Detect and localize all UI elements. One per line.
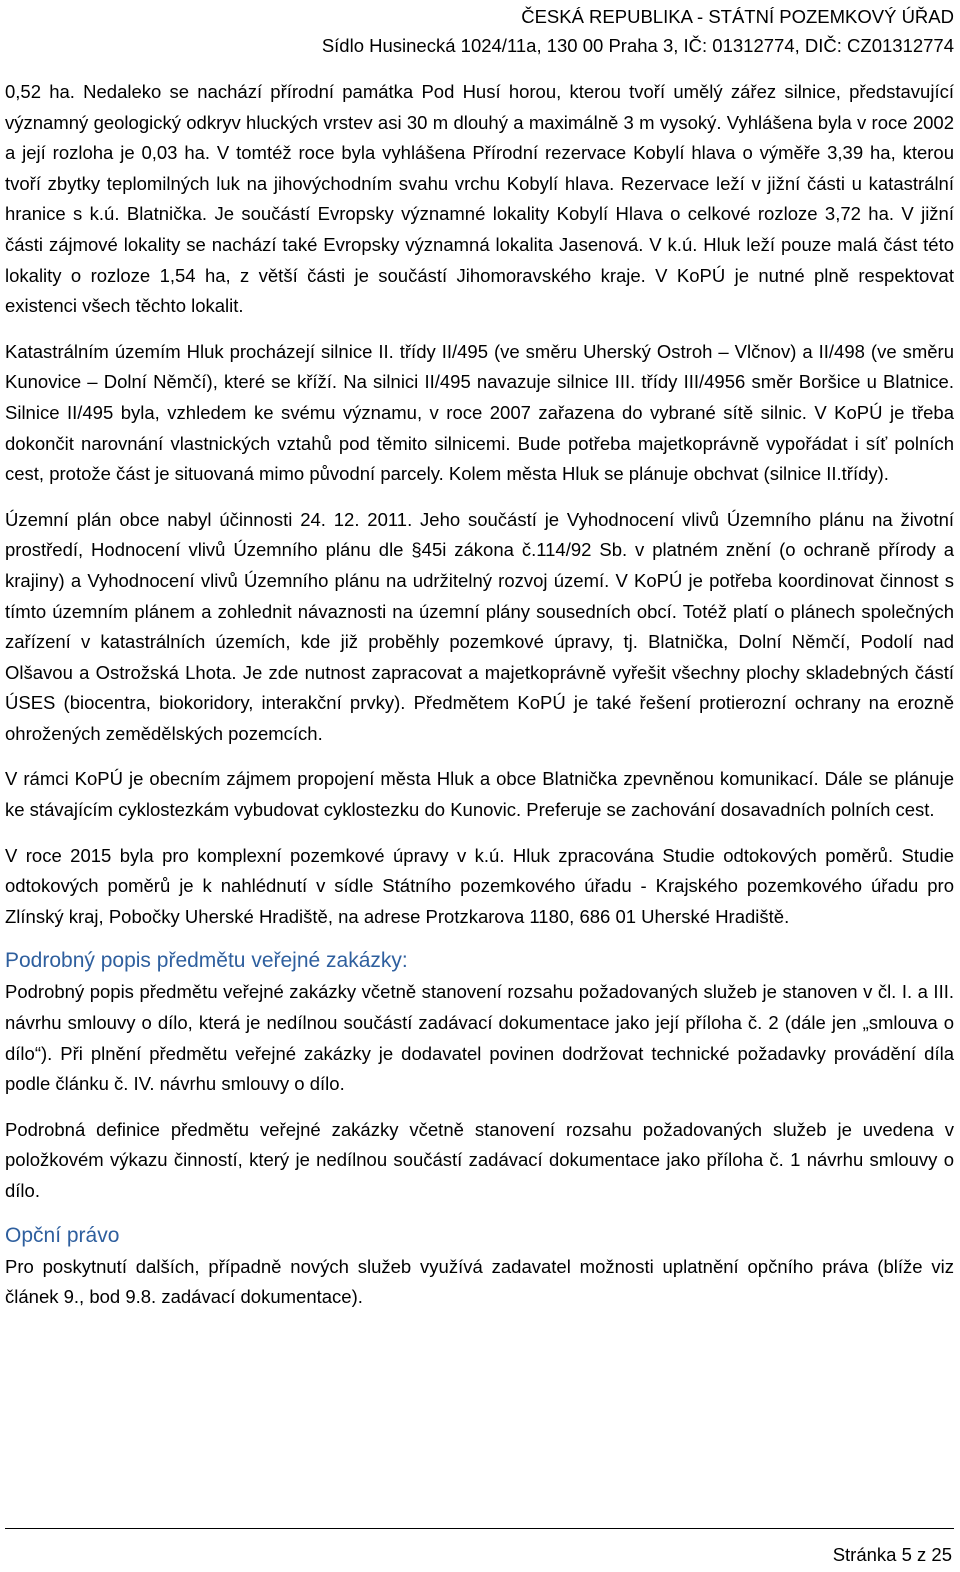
paragraph-option-right: Pro poskytnutí dalších, případně nových služeb využívá zadavatel možnosti uplatnění opčního práva (blíže viz článek 9., bod 9.8. zadávací dokumentace). xyxy=(5,1255,954,1308)
paragraph-municipal-interest: V rámci KoPÚ je obecním zájmem propojení města Hluk a obce Blatnička zpevněnou komunikací. Dále se plánuje ke stávajícím cyklostezkám vybudovat cyklostezku do Kunovic. Preferuje se zachování dosavadních polních cest. xyxy=(5,768,954,821)
page-header xyxy=(322,2,954,60)
paragraph-runoff-study: V roce 2015 byla pro komplexní pozemkové úpravy v k.ú. Hluk zpracována Studie odtokových poměrů. Studie odtokových poměrů je k nahlédnutí v sídle Státního pozemkového úřadu - Krajského pozemkového úřadu pro Zlínský kraj, Pobočky Uherské Hradiště, na adrese Protzkarova 1180, 686 01 Uherské Hradiště. xyxy=(5,844,954,927)
header-address: Sídlo Husinecká 1024/11a, 130 00 Praha 3, IČ: 01312774, DIČ: CZ01312774 xyxy=(321,35,954,56)
section-heading-detailed-description: Podrobný popis předmětu veřejné zakázky: xyxy=(5,949,408,973)
paragraph-detailed-description: Podrobný popis předmětu veřejné zakázky včetně stanovení rozsahu požadovaných služeb je stanoven v čl. I. a III. návrhu smlouvy o dílo, která je nedílnou součástí zadávací dokumentace jako její příloha č. 2 (dále jen „smlouva o dílo“). Při plnění předmětu veřejné zakázky je dodavatel povinen dodržovat technické požadavky provádění díla podle článku č. IV. návrhu smlouvy o dílo. xyxy=(5,981,954,1095)
document-body xyxy=(5,77,954,1313)
header-org-name: ČESKÁ REPUBLIKA - STÁTNÍ POZEMKOVÝ ÚŘAD xyxy=(521,6,954,27)
footer-divider xyxy=(5,1528,954,1529)
section-heading-option-right: Opční právo xyxy=(5,1223,120,1247)
page-number: Stránka 5 z 25 xyxy=(832,1544,952,1565)
paragraph-protected-areas: 0,52 ha. Nedaleko se nachází přírodní památka Pod Husí horou, kterou tvoří umělý zářez silnice, představující významný geologický odkryv hluckých vrstev asi 30 m dlouhý a maximálně 3 m vysoký. Vyhlášena byla v roce 2002 a její rozloha je 0,03 ha. V tomtéž roce byla vyhlášena Přírodní rezervace Kobylí hlava o výměře 3,39 ha, kterou tvoří zbytky teplomilných luk na jihovýchodním svahu vrchu Kobylí hlava. Rezervace leží v jižní části u katastrální hranice s k.ú. Blatnička. Je součástí Evropsky významné lokality Kobylí Hlava o celkové rozloze 3,72 ha. V jižní části zájmové lokality se nachází také Evropsky významná lokalita Jasenová. V k.ú. Hluk leží pouze malá část této lokality o rozloze 1,54 ha, z větší části je součástí Jihomoravského kraje. V KoPÚ je nutné plně respektovat existenci všech těchto lokalit. xyxy=(5,81,954,317)
paragraph-roads: Katastrálním územím Hluk procházejí silnice II. třídy II/495 (ve směru Uherský Ostroh – Vlčnov) a II/498 (ve směru Kunovice – Dolní Němčí), které se kříží. Na silnici II/495 navazuje silnice III. třídy III/4956 směr Boršice u Blatnice. Silnice II/495 byla, vzhledem ke svému významu, v roce 2007 zařazena do vybrané sítě silnic. V KoPÚ je třeba dokončit narovnání vlastnických vztahů pod těmito silnicemi. Bude potřeba majetkoprávně vypořádat i síť polních cest, protože část je situovaná mimo původní parcely. Kolem města Hluk se plánuje obchvat (silnice II.třídy). xyxy=(5,340,954,485)
paragraph-zoning-plan: Územní plán obce nabyl účinnosti 24. 12. 2011. Jeho součástí je Vyhodnocení vlivů Územního plánu na životní prostředí, Hodnocení vlivů Územního plánu dle §45i zákona č.114/92 Sb. v platném znění (o ochraně přírody a krajiny) a Vyhodnocení vlivů Územního plánu na udržitelný rozvoj území. V KoPÚ je potřeba koordinovat činnost s tímto územním plánem a zohlednit návaznosti na územní plány sousedních obcí. Totéž platí o plánech společných zařízení v katastrálních územích, kde již proběhly pozemkové úpravy, tj. Blatnička, Dolní Němčí, Podolí nad Olšavou a Ostrožská Lhota. Je zde nutnost zapracovat a majetkoprávně vyřešit všechny plochy skladebných částí ÚSES (biocentra, biokoridory, interakční prvky). Předmětem KoPÚ je také řešení protierozní ochrany na erozně ohrožených zemědělských pozemcích. xyxy=(5,508,954,744)
paragraph-definition: Podrobná definice předmětu veřejné zakázky včetně stanovení rozsahu požadovaných služeb je uvedena v položkovém výkazu činností, který je nedílnou součástí zadávací dokumentace jako příloha č. 1 návrhu smlouvy o dílo. xyxy=(5,1118,954,1201)
